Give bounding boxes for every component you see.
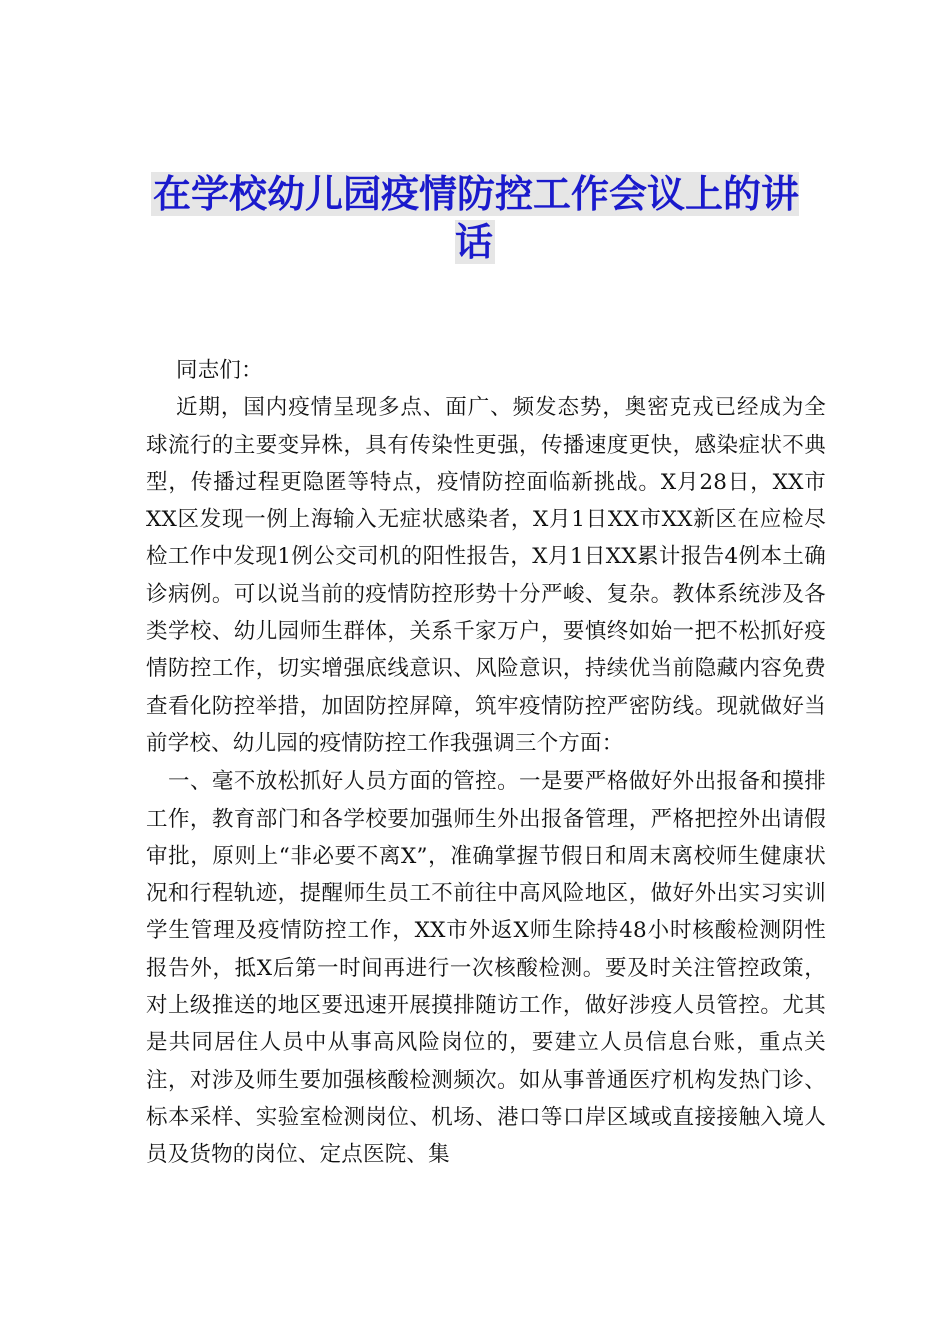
document-body — [146, 352, 826, 1174]
document-title — [140, 170, 810, 266]
paragraph-section-one: 一、毫不放松抓好人员方面的管控。一是要严格做好外出报备和摸排工作，教育部门和各学校要加强师生外出报备管理，严格把控外出请假审批，原则上“非必要不离X”，准确掌握节假日和周末离校师生健康状况和行程轨迹，提醒师生员工不前往中高风险地区，做好外出实习实训学生管理及疫情防控工作，XX市外返X师生除持48小时核酸检测阴性报告外，抵X后第一时间再进行一次核酸检测。要及时关注管控政策，对上级推送的地区要迅速开展摸排随访工作，做好涉疫人员管控。尤其是共同居住人员中从事高风险岗位的，要建立人员信息台账，重点关注，对涉及师生要加强核酸检测频次。如从事普通医疗机构发热门诊、标本采样、实验室检测岗位、机场、港口等口岸区域或直接接触入境人员及货物的岗位、定点医院、集 — [146, 769, 826, 1168]
salutation: 同志们： — [176, 358, 263, 383]
document-title-text: 在学校幼儿园疫情防控工作会议上的讲话 — [152, 172, 799, 264]
paragraph-intro: 近期，国内疫情呈现多点、面广、频发态势，奥密克戎已经成为全球流行的主要变异株，具有传染性更强，传播速度更快，感染症状不典型，传播过程更隐匿等特点，疫情防控面临新挑战。X月28日，XX市XX区发现一例上海输入无症状感染者，X月1日XX市XX新区在应检尽检工作中发现1例公交司机的阳性报告，X月1日XX累计报告4例本土确诊病例。可以说当前的疫情防控形势十分严峻、复杂。教体系统涉及各类学校、幼儿园师生群体，关系千家万户，要慎终如始一把不松抓好疫情防控工作，切实增强底线意识、风险意识，持续优当前隐藏内容免费查看化防控举措，加固防控屏障，筑牢疫情防控严密防线。现就做好当前学校、幼儿园的疫情防控工作我强调三个方面： — [146, 395, 826, 756]
